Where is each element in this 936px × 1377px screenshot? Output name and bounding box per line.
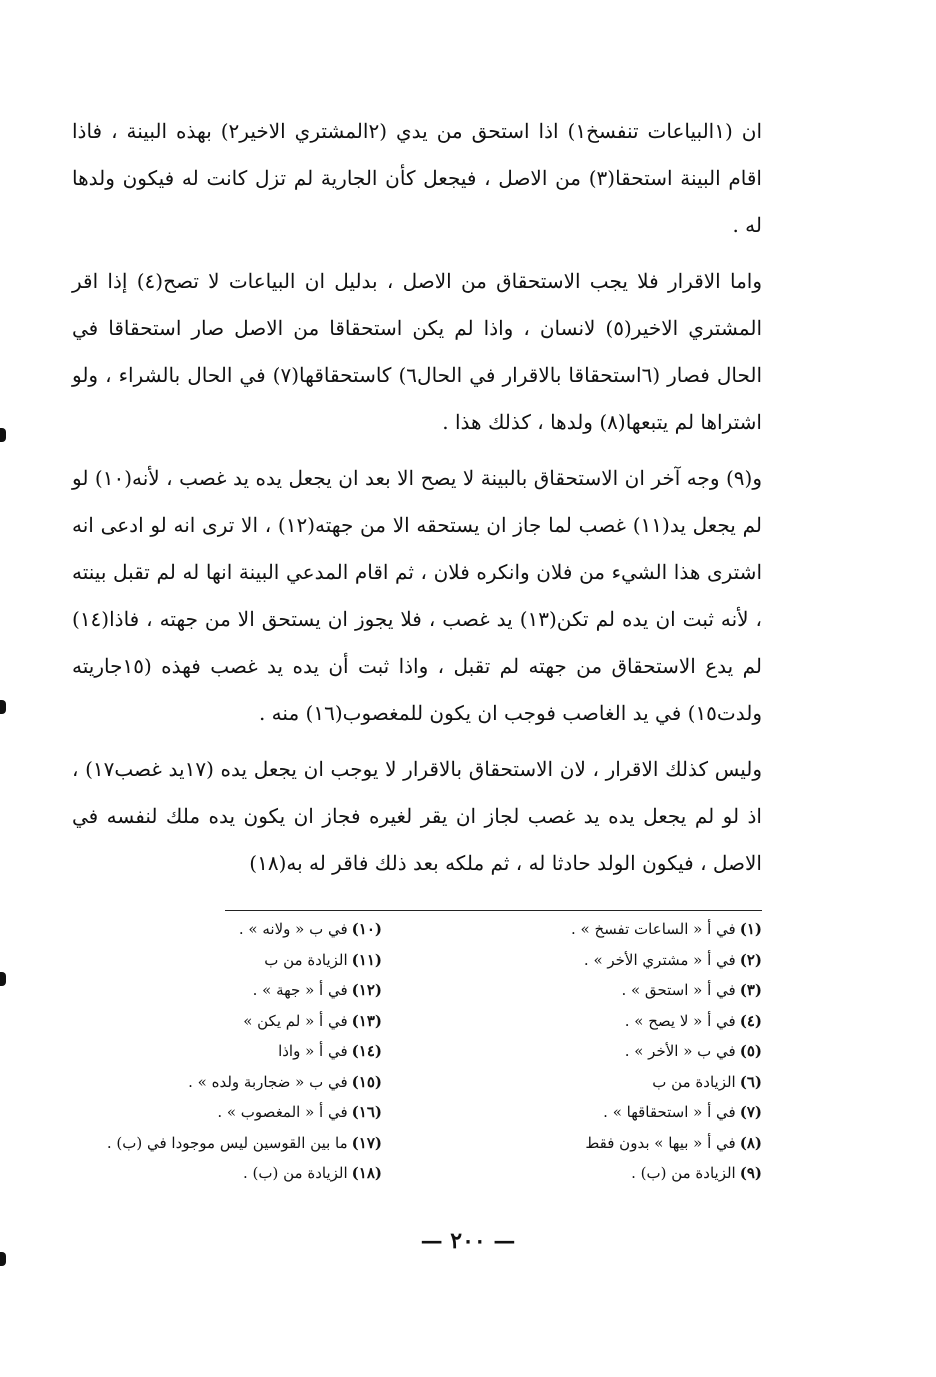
footnotes-left-column (52, 914, 382, 1189)
main-text (72, 108, 762, 896)
binding-mark (0, 1252, 6, 1266)
footnote: (١٤)في أ « واذا (278, 1042, 382, 1060)
footnote: (٣)في أ « استحق » . (621, 981, 762, 999)
footnote: (٧)في أ « استحقاقها » . (603, 1103, 762, 1121)
footnotes-right-column (432, 914, 762, 1189)
footnote-divider (225, 910, 762, 911)
paragraph: و(٩) وجه آخر ان الاستحقاق بالبينة لا يصح الا بعد ان يجعل يده يد غصب ، لأنه(١٠) لو لم يجعل يد(١١) غصب لما جاز ان يستحقه الا من جهته(١٢) ، الا ترى انه لو ادعى انه اشترى هذا الشيء من فلان وانكره فلان ، ثم اقام المدعي البينة انها له لم تقبل بينته ، لأنه ثبت ان يده لم تكن(١٣) يد غصب ، فلا يجوز ان يستحق الا من جهته ، فاذا(١٤) لم يدع الاستحقاق من جهته لم تقبل ، واذا ثبت أن يده يد غصب فهذه (١٥جاريته ولدت١٥) في يد الغاصب فوجب ان يكون للمغصوب(١٦) منه . (72, 466, 762, 725)
footnote: (١٦)في أ « المغصوب » . (217, 1103, 382, 1121)
footnote: (١٥)في ب « ضجاربة ولده » . (188, 1072, 382, 1091)
footnotes (72, 914, 762, 1194)
binding-mark (0, 972, 6, 986)
footnote: (١)في أ « الساعات تفسخ » . (570, 920, 762, 938)
footnote: (١٨)الزيادة من (ب) . (243, 1164, 382, 1182)
footnote: (٨)في أ « بيها » بدون فقط (585, 1133, 762, 1152)
paragraph: واما الاقرار فلا يجب الاستحقاق من الاصل ، بدليل ان البياعات لا تصح(٤) إذا اقر المشتري الاخير(٥) لانسان ، واذا لم يكن استحقاقا من الاصل صار استحقاقا في الحال فصار (٦استحقاقا بالاقرار في الحال٦) كاستحقاقها(٧) في الحال بالشراء ، ولو اشتراها لم يتبعها(٨) ولدها ، كذلك هذا . (72, 269, 763, 434)
binding-mark (0, 428, 6, 442)
footnote: (١٢)في أ « جهة » . (252, 981, 382, 999)
paragraph: وليس كذلك الاقرار ، لان الاستحقاق بالاقرار لا يوجب ان يجعل يده (١٧يد غصب١٧) ، اذ لو لم يجعل يده يد غصب لجاز ان يقر لغيره فجاز ان يكون يده ملك لنفسه في الاصل ، فيكون الولد حادثا له ، ثم ملكه بعد ذلك فاقر له به(١٨) (72, 757, 762, 875)
paragraph: ان (١البياعات تنفسخ١) اذا استحق من يدي (٢المشتري الاخير٢) بهذه البينة ، فاذا اقام البينة استحقا(٣) من الاصل ، فيجعل كأن الجارية لم تزل كانت له فيكون ولدها له . (72, 119, 763, 237)
footnote: (٦)الزيادة من ب (652, 1072, 762, 1091)
footnote: (١٣)في أ « لم يكن » (243, 1011, 382, 1030)
footnote: (٥)في ب « الأخر » . (624, 1042, 762, 1060)
footnote: (١٠)في ب « ولانه » . (238, 920, 382, 938)
page-number: — ٢٠٠ — (420, 1228, 516, 1254)
footnote: (١٧)ما بين القوسين ليس موجودا في (ب) . (106, 1133, 382, 1152)
footnote: (٤)في أ « لا يصح » . (624, 1011, 762, 1030)
footnote: (٢)في أ « مشتري الأخر » . (583, 950, 762, 969)
footnote: (١١)الزيادة من ب (264, 950, 382, 969)
footnote: (٩)الزيادة من (ب) . (631, 1164, 762, 1182)
binding-mark (0, 700, 6, 714)
